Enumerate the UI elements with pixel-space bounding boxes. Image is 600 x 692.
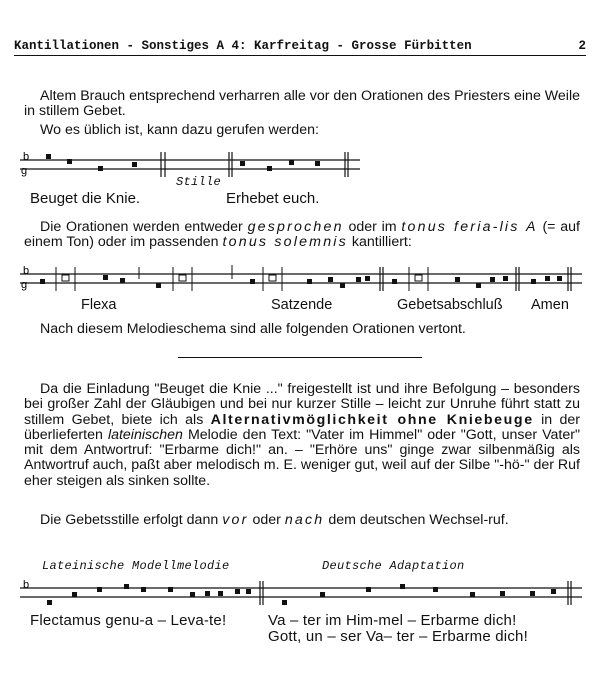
neume-note bbox=[67, 159, 72, 164]
music-staff-3 bbox=[20, 580, 582, 610]
page-number: 2 bbox=[578, 39, 586, 53]
page-header bbox=[14, 39, 586, 56]
paragraph-text: Die Orationen werden entweder gesprochen oder im tonus feria-lis A (= auf einem Ton) oder im passenden tonus solemnis kantilliert: bbox=[24, 219, 580, 251]
label-flexa: Flexa bbox=[81, 297, 117, 313]
svg-text:b: b bbox=[23, 265, 30, 277]
clef-g: g bbox=[21, 165, 28, 177]
neume-note bbox=[240, 161, 245, 166]
paragraph-text: Wo es üblich ist, kann dazu gerufen werden: bbox=[40, 122, 319, 138]
neume-note bbox=[289, 160, 294, 165]
paragraph-text: Die Gebetsstille erfolgt dann vor oder nach dem deutschen Wechsel-ruf. bbox=[40, 512, 509, 528]
svg-text:b: b bbox=[23, 579, 30, 591]
lyrics-latin: Flectamus genu-a – Leva-te! bbox=[30, 612, 227, 629]
stille-label: Stille bbox=[176, 175, 222, 189]
paragraph-alternative bbox=[24, 382, 580, 489]
neume-note bbox=[267, 166, 272, 171]
neume-note bbox=[315, 161, 320, 166]
label-satzende: Satzende bbox=[271, 297, 333, 313]
paragraph-melodieschema bbox=[24, 322, 580, 337]
paragraph-orationen bbox=[24, 220, 580, 251]
paragraph-text: Da die Einladung "Beuget die Knie ..." freigestellt ist und ihre Befolgung – besonders bei großer Zahl der Gläubigen und bei nur kurzer Stille – leicht zur Unruhe führt statt zu stillem Gebet, biete ich als Alternativmöglichkeit ohne Kniebeuge in der überlieferten lateinischen Melodie den Text: "Vater im Himmel" oder "Gott, unser Vater" mit dem Antwortruf: "Erbarme dich!" an. – "Erhöre uns" ginge zwar silbenmäßig als Antwortruf auch, paßt aber melodisch m. E. weniger gut, weil auf der Silbe "-hö-" der Ruf eher steigen als sinken sollte. bbox=[24, 381, 580, 489]
heading-latin-melody: Lateinische Modellmelodie bbox=[42, 559, 230, 573]
label-gebetsabschluss: Gebetsabschluß bbox=[397, 297, 503, 313]
paragraph-intro bbox=[24, 89, 580, 120]
neume-note bbox=[132, 162, 137, 167]
neume-note bbox=[98, 166, 103, 171]
paragraph-text: Altem Brauch entsprechend verharren alle vor den Orationen des Priesters eine Weile in stillem Gebet. bbox=[24, 88, 580, 120]
lyrics-german-1: Va – ter im Him-mel – Erbarme dich! bbox=[268, 612, 517, 629]
paragraph-call bbox=[24, 123, 580, 138]
call-kneel: Beuget die Knie. bbox=[30, 190, 141, 207]
call-rise: Erhebet euch. bbox=[226, 190, 320, 207]
music-staff-2 bbox=[20, 265, 582, 295]
lyrics-german-2: Gott, un – ser Va– ter – Erbarme dich! bbox=[268, 628, 528, 645]
paragraph-text: Nach diesem Melodieschema sind alle folgenden Orationen vertont. bbox=[40, 321, 466, 337]
section-divider bbox=[178, 357, 422, 358]
header-title: Kantillationen - Sonstiges A 4: Karfreitag - Grosse Fürbitten bbox=[14, 39, 472, 53]
neume-note bbox=[46, 154, 51, 159]
svg-text:g: g bbox=[21, 279, 28, 291]
heading-german-adaptation: Deutsche Adaptation bbox=[322, 559, 465, 573]
label-amen: Amen bbox=[531, 297, 569, 313]
clef-flat: b bbox=[23, 151, 30, 163]
paragraph-gebetsstille bbox=[24, 513, 580, 528]
